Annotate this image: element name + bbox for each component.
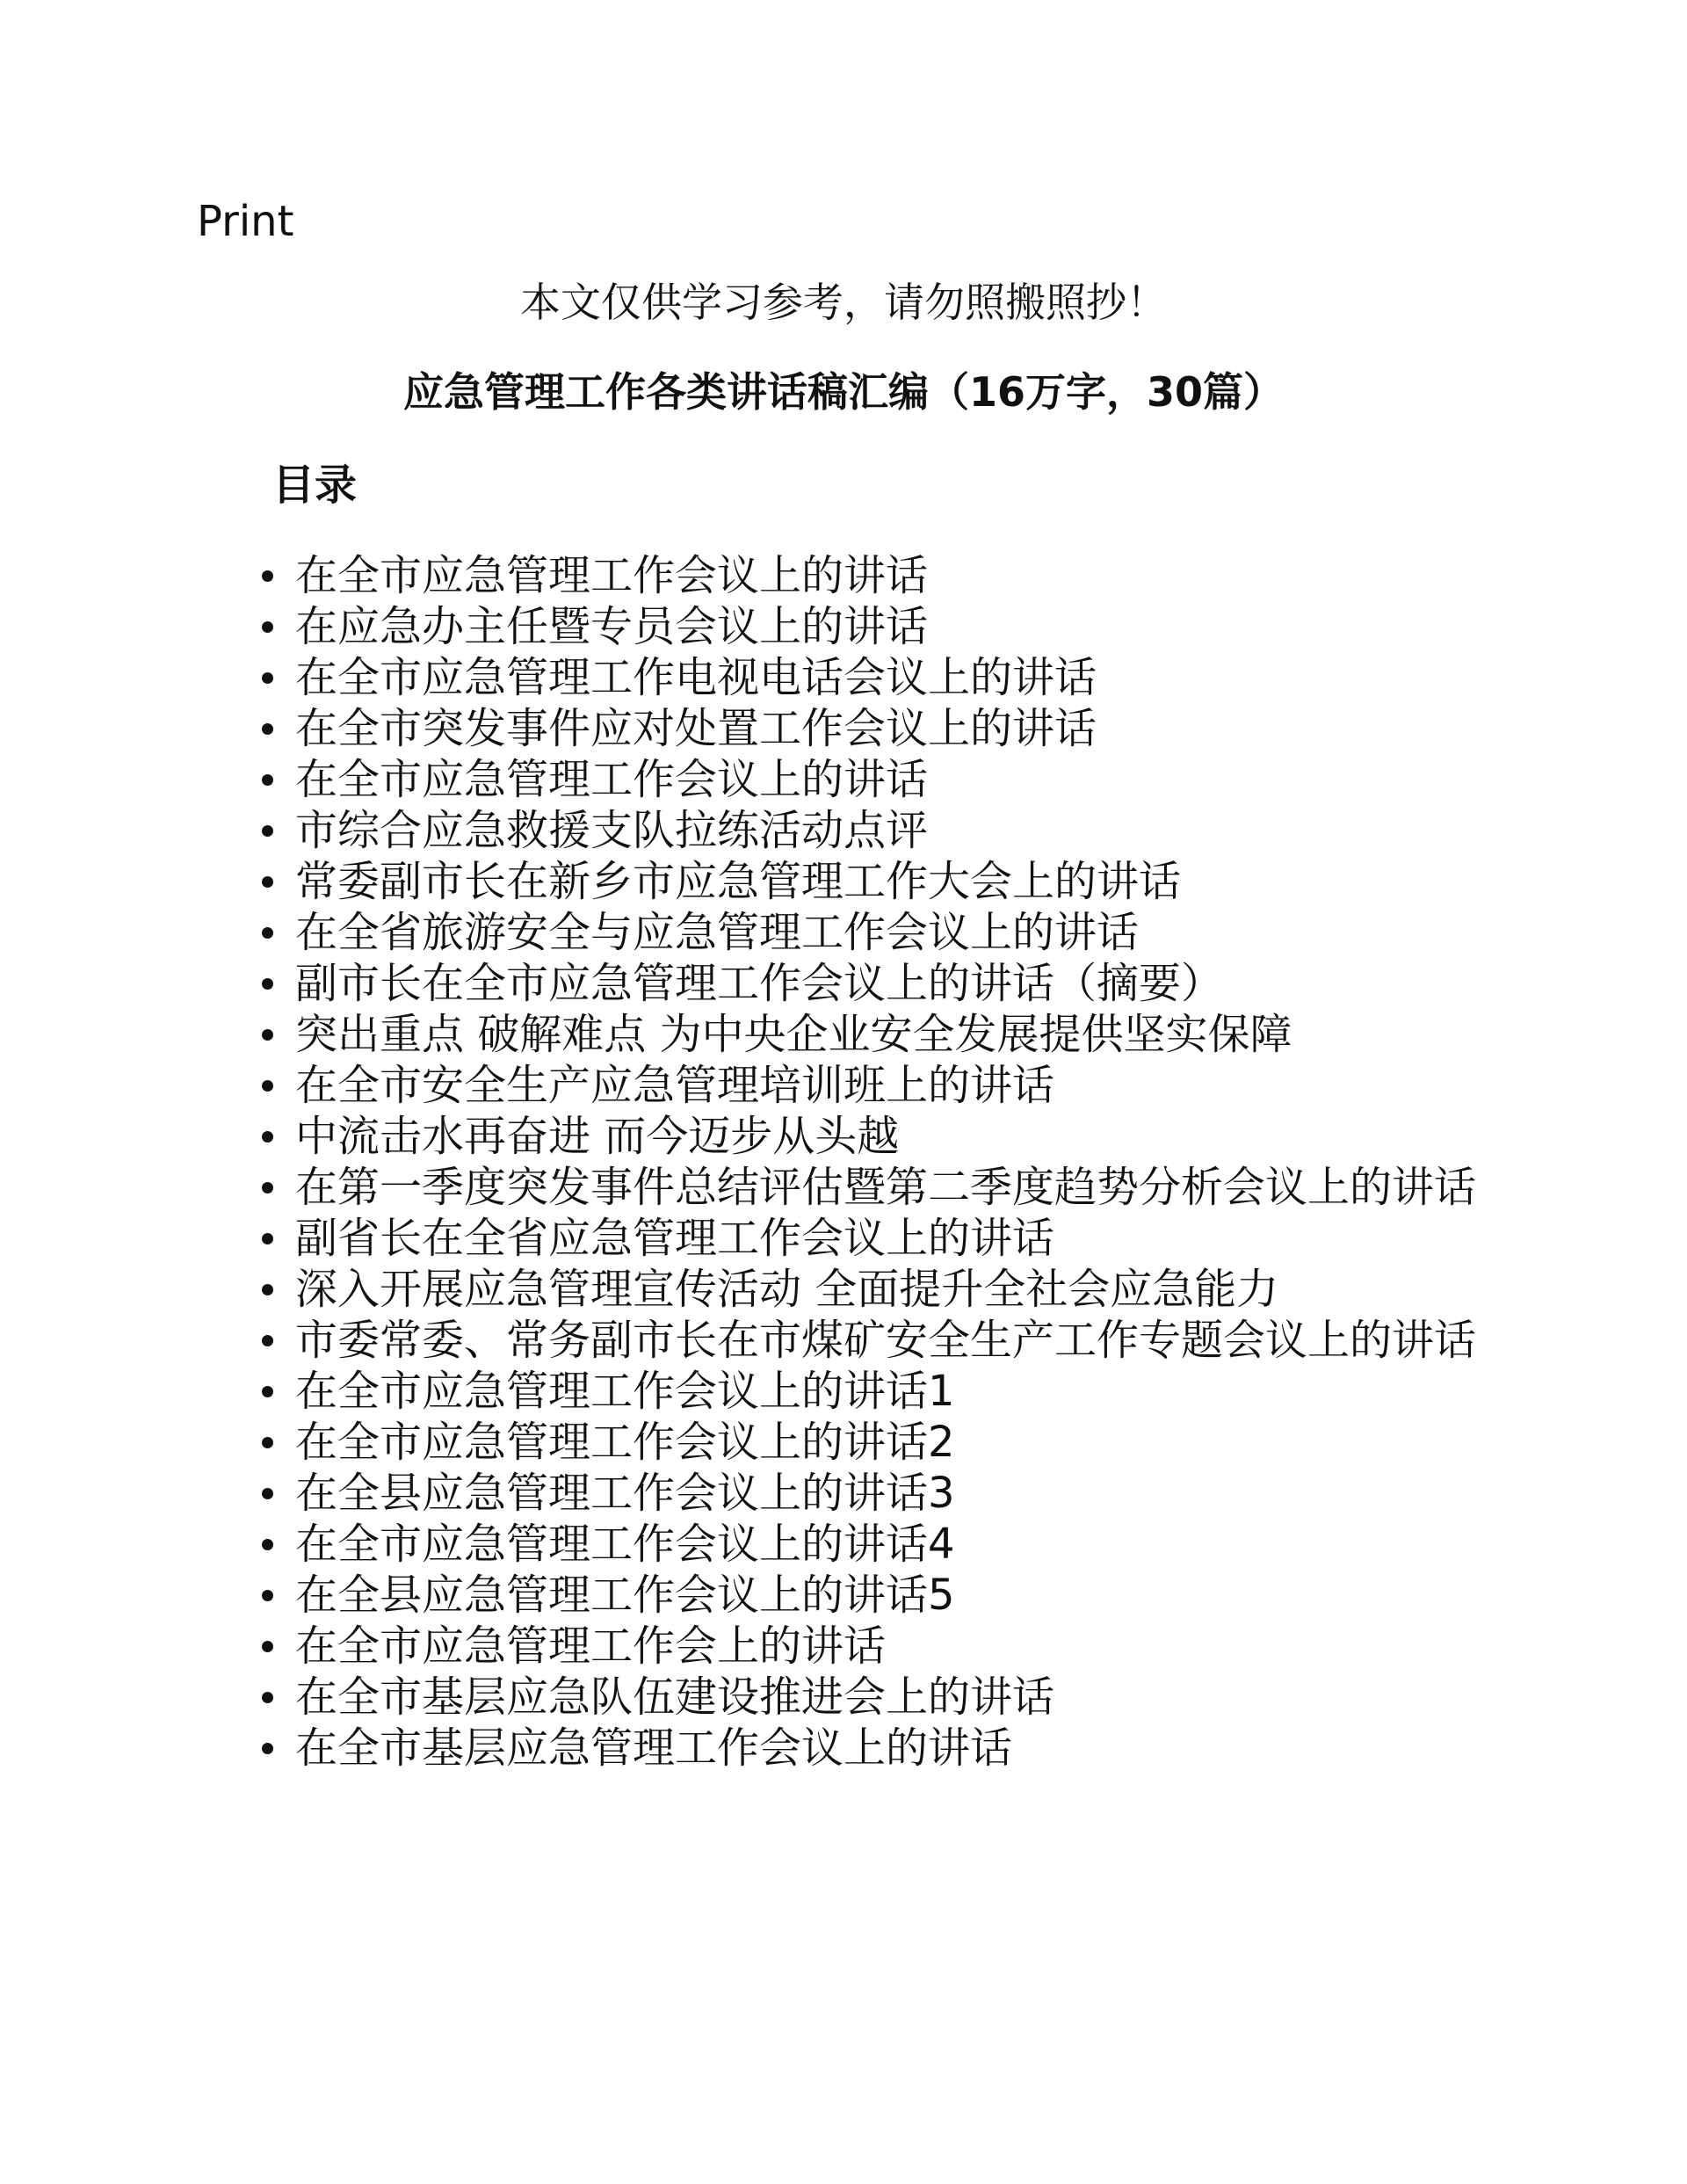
toc-item-label: 在应急办主任暨专员会议上的讲话 bbox=[295, 602, 929, 651]
bullet-icon bbox=[262, 1488, 273, 1499]
toc-item-label: 常委副市长在新乡市应急管理工作大会上的讲话 bbox=[295, 857, 1182, 906]
toc-item-label: 市综合应急救援支队拉练活动点评 bbox=[295, 806, 929, 855]
toc-item[interactable] bbox=[260, 1213, 1499, 1264]
toc-item[interactable] bbox=[260, 550, 1499, 601]
toc-item-label: 在全市基层应急管理工作会议上的讲话 bbox=[295, 1723, 1013, 1773]
toc-item[interactable] bbox=[260, 1570, 1499, 1621]
document-title: 应急管理工作各类讲话稿汇编（16万字，30篇） bbox=[402, 368, 1285, 416]
toc-item[interactable] bbox=[260, 1315, 1499, 1366]
bullet-icon bbox=[262, 570, 273, 582]
toc-item[interactable] bbox=[260, 958, 1499, 1009]
bullet-icon bbox=[262, 825, 273, 837]
toc-item-label: 在全市基层应急队伍建设推进会上的讲话 bbox=[295, 1672, 1055, 1722]
toc-item[interactable] bbox=[260, 1060, 1499, 1111]
toc-item-label: 在全市突发事件应对处置工作会议上的讲话 bbox=[295, 704, 1097, 753]
toc-item-label: 在全市应急管理工作会议上的讲话 bbox=[295, 551, 929, 600]
bullet-icon bbox=[262, 876, 273, 888]
bullet-icon bbox=[262, 723, 273, 735]
toc-item-label: 市委常委、常务副市长在市煤矿安全生产工作专题会议上的讲话 bbox=[295, 1316, 1477, 1365]
toc-item-label: 在全市应急管理工作会议上的讲话4 bbox=[295, 1520, 955, 1569]
toc-item[interactable] bbox=[260, 907, 1499, 958]
bullet-icon bbox=[262, 927, 273, 939]
toc-item-label: 在全省旅游安全与应急管理工作会议上的讲话 bbox=[295, 908, 1140, 957]
toc-item-label: 副省长在全省应急管理工作会议上的讲话 bbox=[295, 1214, 1055, 1263]
toc-item-label: 在全县应急管理工作会议上的讲话3 bbox=[295, 1469, 955, 1518]
toc-item[interactable] bbox=[260, 754, 1499, 805]
bullet-icon bbox=[262, 1437, 273, 1448]
print-label[interactable]: Print bbox=[197, 197, 294, 246]
bullet-icon bbox=[262, 621, 273, 633]
toc-item[interactable] bbox=[260, 1009, 1499, 1060]
toc-item[interactable] bbox=[260, 1111, 1499, 1162]
toc-item-label: 中流击水再奋进 而今迈步从头越 bbox=[295, 1112, 900, 1161]
toc-item-label: 在第一季度突发事件总结评估暨第二季度趋势分析会议上的讲话 bbox=[295, 1163, 1477, 1212]
toc-item-label: 在全市应急管理工作会议上的讲话1 bbox=[295, 1367, 955, 1416]
toc-item[interactable] bbox=[260, 1366, 1499, 1417]
toc-list bbox=[260, 550, 1499, 1774]
bullet-icon bbox=[262, 1590, 273, 1601]
toc-item[interactable] bbox=[260, 805, 1499, 856]
bullet-icon bbox=[262, 1233, 273, 1244]
toc-item[interactable] bbox=[260, 1264, 1499, 1315]
bullet-icon bbox=[262, 1029, 273, 1041]
toc-item[interactable] bbox=[260, 1672, 1499, 1723]
toc-item[interactable] bbox=[260, 1417, 1499, 1468]
bullet-icon bbox=[262, 1386, 273, 1397]
toc-heading: 目录 bbox=[272, 461, 358, 510]
toc-item-label: 在全市应急管理工作电视电话会议上的讲话 bbox=[295, 653, 1097, 702]
toc-item-label: 在全市应急管理工作会议上的讲话 bbox=[295, 755, 929, 804]
toc-item[interactable] bbox=[260, 601, 1499, 652]
toc-item-label: 突出重点 破解难点 为中央企业安全发展提供坚实保障 bbox=[295, 1010, 1292, 1059]
bullet-icon bbox=[262, 774, 273, 786]
toc-item-label: 在全市应急管理工作会议上的讲话2 bbox=[295, 1418, 955, 1467]
bullet-icon bbox=[262, 978, 273, 990]
bullet-icon bbox=[262, 1743, 273, 1754]
toc-item[interactable] bbox=[260, 856, 1499, 907]
toc-item[interactable] bbox=[260, 1621, 1499, 1672]
toc-item[interactable] bbox=[260, 703, 1499, 754]
toc-item-label: 在全县应急管理工作会议上的讲话5 bbox=[295, 1571, 955, 1620]
notice-text: 本文仅供学习参考，请勿照搬照抄！ bbox=[520, 279, 1167, 326]
bullet-icon bbox=[262, 1692, 273, 1703]
toc-item[interactable] bbox=[260, 652, 1499, 703]
toc-item[interactable] bbox=[260, 1468, 1499, 1519]
toc-item-label: 在全市应急管理工作会上的讲话 bbox=[295, 1622, 887, 1671]
bullet-icon bbox=[262, 1182, 273, 1194]
bullet-icon bbox=[262, 1284, 273, 1295]
toc-item-label: 副市长在全市应急管理工作会议上的讲话（摘要） bbox=[295, 959, 1224, 1008]
toc-item-label: 在全市安全生产应急管理培训班上的讲话 bbox=[295, 1061, 1055, 1110]
toc-item[interactable] bbox=[260, 1162, 1499, 1213]
toc-item[interactable] bbox=[260, 1723, 1499, 1774]
bullet-icon bbox=[262, 1641, 273, 1652]
bullet-icon bbox=[262, 1080, 273, 1092]
bullet-icon bbox=[262, 672, 273, 684]
toc-item-label: 深入开展应急管理宣传活动 全面提升全社会应急能力 bbox=[295, 1265, 1279, 1314]
toc-item[interactable] bbox=[260, 1519, 1499, 1570]
bullet-icon bbox=[262, 1539, 273, 1550]
bullet-icon bbox=[262, 1131, 273, 1143]
bullet-icon bbox=[262, 1335, 273, 1346]
